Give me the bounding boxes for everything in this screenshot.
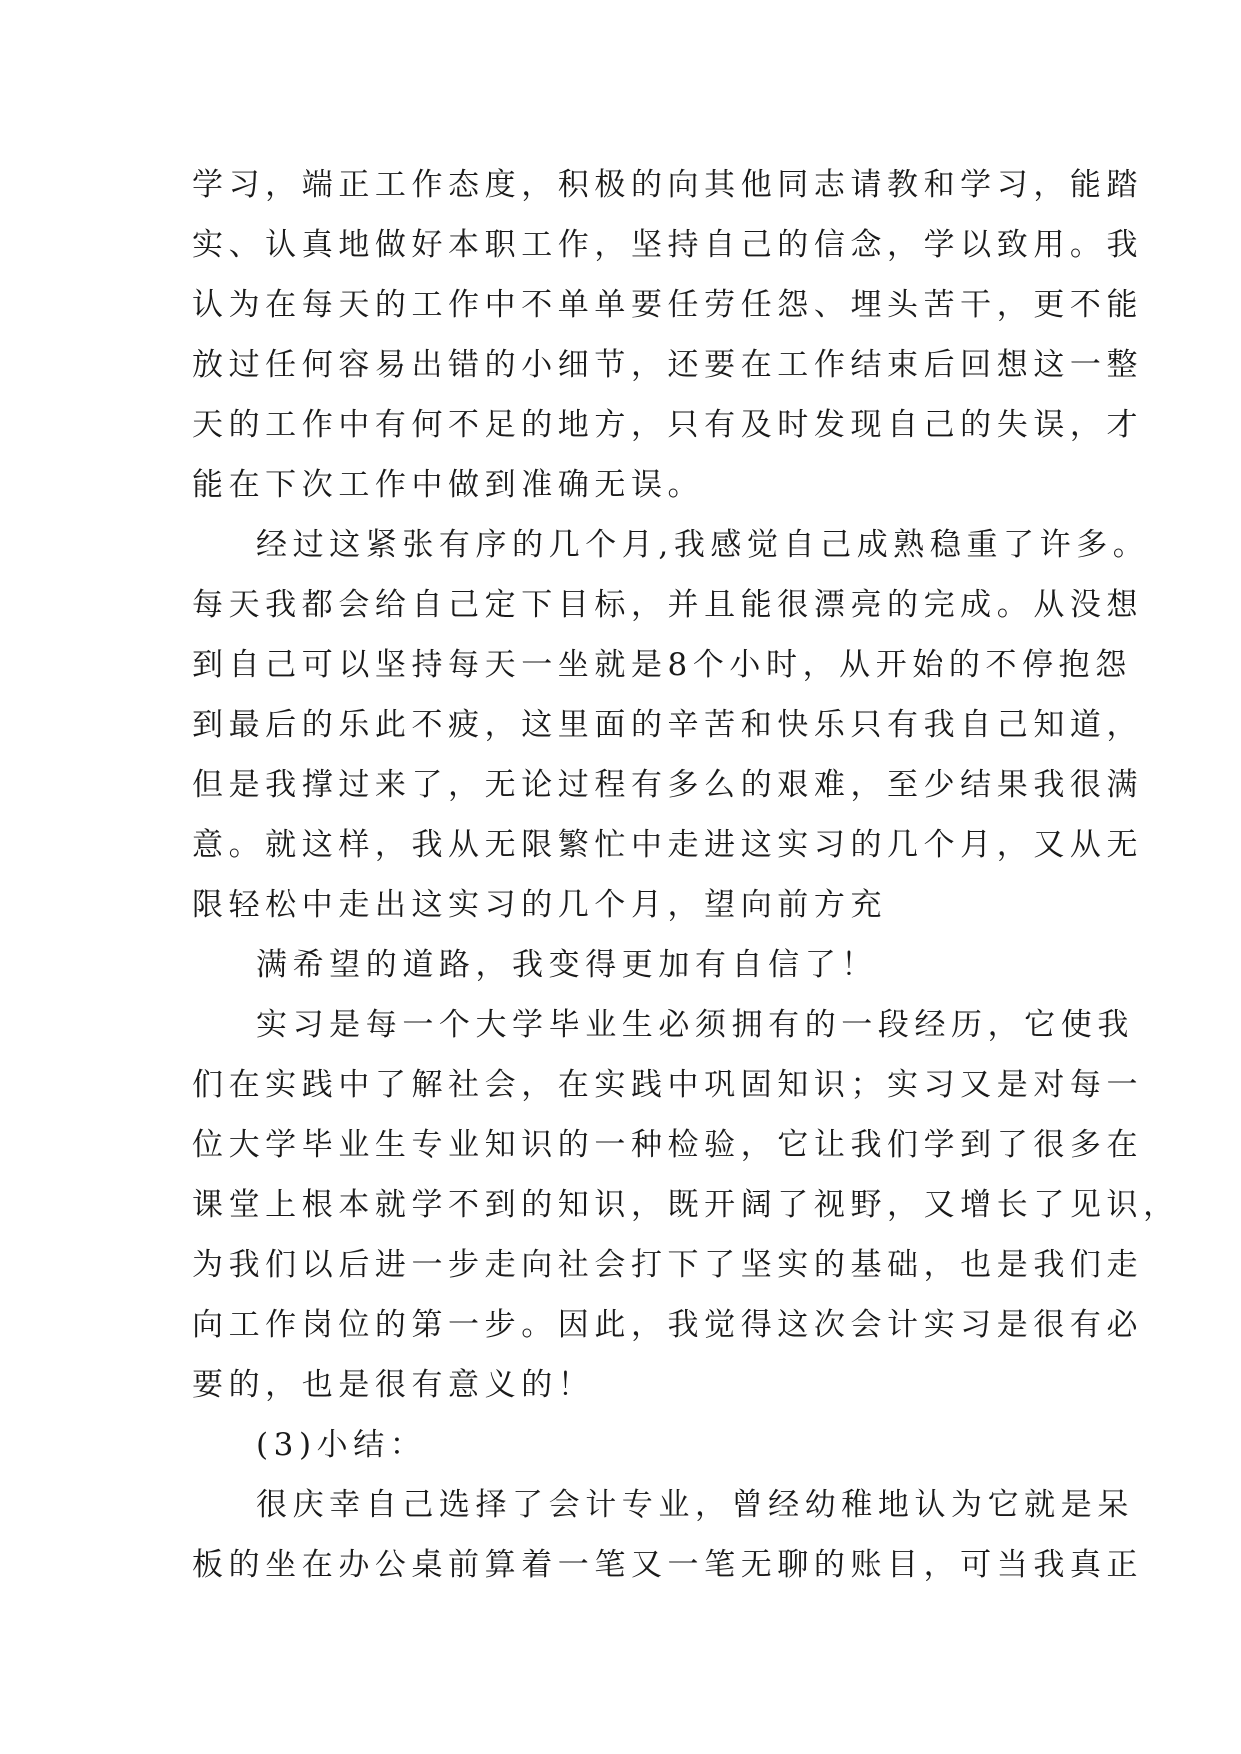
text-line: 实、认真地做好本职工作，坚持自己的信念，学以致用。我 bbox=[192, 227, 1144, 263]
text-line: 能在下次工作中做到准确无误。 bbox=[192, 467, 705, 503]
text-line: 经过这紧张有序的几个月,我感觉自己成熟稳重了许多。 bbox=[256, 527, 1150, 563]
text-line: 课堂上根本就学不到的知识，既开阔了视野，又增长了见识， bbox=[192, 1187, 1180, 1223]
text-line: 满希望的道路，我变得更加有自信了！ bbox=[256, 947, 878, 983]
text-line: 们在实践中了解社会，在实践中巩固知识；实习又是对每一 bbox=[192, 1067, 1144, 1103]
text-line: 放过任何容易出错的小细节，还要在工作结束后回想这一整 bbox=[192, 347, 1144, 383]
body-text bbox=[192, 155, 1180, 1595]
text-line: 实习是每一个大学毕业生必须拥有的一段经历，它使我 bbox=[256, 1007, 1134, 1043]
text-line: 意。就这样，我从无限繁忙中走进这实习的几个月，又从无 bbox=[192, 827, 1144, 863]
text-line: 每天我都会给自己定下目标，并且能很漂亮的完成。从没想 bbox=[192, 587, 1144, 623]
text-line: 要的，也是很有意义的！ bbox=[192, 1367, 595, 1403]
text-line: 天的工作中有何不足的地方，只有及时发现自己的失误，才 bbox=[192, 407, 1144, 443]
section-heading: (3)小结： bbox=[256, 1427, 427, 1463]
text-line: 限轻松中走出这实习的几个月，望向前方充 bbox=[192, 887, 888, 923]
text-line: 向工作岗位的第一步。因此，我觉得这次会计实习是很有必 bbox=[192, 1307, 1144, 1343]
text-line: 很庆幸自己选择了会计专业，曾经幼稚地认为它就是呆 bbox=[256, 1487, 1134, 1523]
text-line: 但是我撑过来了，无论过程有多么的艰难，至少结果我很满 bbox=[192, 767, 1144, 803]
text-line: 学习，端正工作态度，积极的向其他同志请教和学习，能踏 bbox=[192, 167, 1144, 203]
text-line: 到自己可以坚持每天一坐就是8个小时，从开始的不停抱怨 bbox=[192, 647, 1132, 683]
text-line: 为我们以后进一步走向社会打下了坚实的基础，也是我们走 bbox=[192, 1247, 1144, 1283]
text-line: 到最后的乐此不疲，这里面的辛苦和快乐只有我自己知道， bbox=[192, 707, 1144, 743]
text-line: 板的坐在办公桌前算着一笔又一笔无聊的账目，可当我真正 bbox=[192, 1547, 1144, 1583]
text-line: 位大学毕业生专业知识的一种检验，它让我们学到了很多在 bbox=[192, 1127, 1144, 1163]
text-line: 认为在每天的工作中不单单要任劳任怨、埋头苦干，更不能 bbox=[192, 287, 1144, 323]
